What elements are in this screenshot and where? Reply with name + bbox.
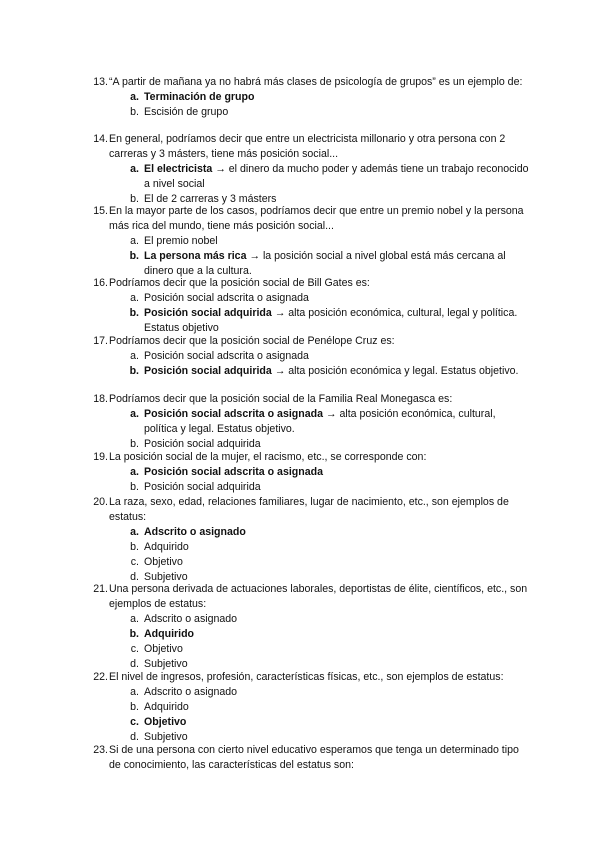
question-number: 18.: [93, 393, 108, 405]
option-list: [90, 525, 530, 585]
correct-answer-label: Adscrito o asignado: [144, 526, 246, 538]
option-list: [90, 612, 530, 672]
option-item: [90, 480, 530, 495]
correct-answer-label: Posición social adscrita o asignada: [144, 466, 323, 478]
question-number: 13.: [93, 76, 108, 88]
option-letter: d.: [130, 658, 139, 670]
answer-explanation: → alta posición económica, cultural, legal y política. Estatus objetivo: [144, 307, 518, 334]
option-letter: a.: [130, 466, 139, 478]
option-item: [90, 700, 530, 715]
option-label: Subjetivo: [144, 658, 188, 670]
option-letter: b.: [130, 193, 139, 205]
correct-answer-label: Posición social adquirida: [144, 365, 272, 377]
option-letter: a.: [130, 350, 139, 362]
option-letter: c.: [130, 716, 139, 728]
option-item: [90, 162, 530, 192]
option-letter: b.: [130, 541, 139, 553]
correct-answer-label: Objetivo: [144, 716, 187, 728]
option-list: [90, 349, 530, 379]
option-list: [90, 234, 530, 279]
option-list: [90, 685, 530, 745]
option-letter: b.: [129, 628, 139, 640]
question-21: [90, 582, 530, 672]
correct-answer-label: El electricista: [144, 163, 213, 175]
question-17: [90, 334, 530, 379]
option-letter: a.: [130, 613, 139, 625]
question-number: 23.: [93, 744, 108, 756]
correct-answer-label: La persona más rica: [144, 250, 247, 262]
question-text: Podríamos decir que la posición social de Penélope Cruz es:: [109, 335, 395, 347]
option-label: Escisión de grupo: [144, 106, 229, 118]
question-number: 19.: [93, 451, 108, 463]
option-item: [90, 407, 530, 437]
option-letter: b.: [129, 250, 139, 262]
option-label: El premio nobel: [144, 235, 218, 247]
correct-answer-label: Posición social adquirida: [144, 307, 272, 319]
option-letter: a.: [130, 292, 139, 304]
option-item: [90, 642, 530, 657]
question-text: En general, podríamos decir que entre un electricista millonario y otra persona con 2 carreras y 3 másters, tiene más posición social...: [109, 133, 506, 160]
option-item: [90, 627, 530, 642]
option-letter: a.: [130, 163, 139, 175]
option-letter: b.: [130, 701, 139, 713]
question-text: “A partir de mañana ya no habrá más clases de psicología de grupos” es un ejemplo de:: [109, 76, 523, 88]
question-text: En la mayor parte de los casos, podríamos decir que entre un premio nobel y la persona más rica del mundo, tiene más posición social...: [109, 205, 524, 232]
option-item: [90, 349, 530, 364]
option-letter: b.: [130, 106, 139, 118]
question-number: 22.: [93, 671, 108, 683]
option-item: [90, 105, 530, 120]
correct-answer-label: Terminación de grupo: [144, 91, 255, 103]
option-label: Adscrito o asignado: [144, 613, 238, 625]
question-text: Podríamos decir que la posición social de Bill Gates es:: [109, 277, 370, 289]
option-item: [90, 612, 530, 627]
answer-explanation: → la posición social a nivel global está más cercana al dinero que a la cultura.: [144, 250, 506, 277]
question-13: [90, 75, 530, 120]
option-label: Posición social adquirida: [144, 438, 261, 450]
option-item: [90, 555, 530, 570]
question-number: 14.: [93, 133, 108, 145]
option-item: [90, 291, 530, 306]
question-text: Si de una persona con cierto nivel educativo esperamos que tenga un determinado tipo de conocimiento, las características del estatus son:: [109, 744, 519, 771]
option-label: Subjetivo: [144, 731, 188, 743]
option-list: [90, 291, 530, 336]
answer-explanation: → alta posición económica y legal. Estatus objetivo.: [271, 365, 519, 377]
option-label: Objetivo: [144, 643, 183, 655]
correct-answer-label: Posición social adscrita o asignada: [144, 408, 323, 420]
question-23: [90, 743, 530, 773]
option-letter: c.: [130, 556, 139, 568]
answer-explanation: → el dinero da mucho poder y además tiene un trabajo reconocido a nivel social: [144, 163, 529, 190]
question-19: [90, 450, 530, 495]
option-list: [90, 407, 530, 452]
option-item: [90, 715, 530, 730]
option-list: [90, 465, 530, 495]
option-letter: a.: [130, 686, 139, 698]
question-number: 16.: [93, 277, 108, 289]
option-item: [90, 249, 530, 279]
option-letter: a.: [130, 91, 139, 103]
question-number: 15.: [93, 205, 108, 217]
question-16: [90, 276, 530, 336]
option-letter: a.: [130, 235, 139, 247]
option-letter: a.: [130, 408, 139, 420]
option-letter: a.: [130, 526, 139, 538]
option-item: [90, 234, 530, 249]
option-letter: d.: [130, 571, 139, 583]
option-label: Objetivo: [144, 556, 183, 568]
option-label: Posición social adscrita o asignada: [144, 292, 309, 304]
option-label: Posición social adscrita o asignada: [144, 350, 309, 362]
option-letter: b.: [129, 307, 139, 319]
option-list: [90, 90, 530, 120]
option-label: Adquirido: [144, 701, 189, 713]
option-letter: b.: [130, 438, 139, 450]
question-22: [90, 670, 530, 745]
answer-explanation: → alta posición económica, cultural, política y legal. Estatus objetivo.: [144, 408, 496, 435]
question-text: El nivel de ingresos, profesión, características físicas, etc., son ejemplos de estatus:: [109, 671, 504, 683]
option-item: [90, 90, 530, 105]
option-item: [90, 685, 530, 700]
option-letter: c.: [130, 643, 139, 655]
option-letter: d.: [130, 731, 139, 743]
option-item: [90, 364, 530, 379]
question-text: La posición social de la mujer, el racismo, etc., se corresponde con:: [109, 451, 427, 463]
option-item: [90, 306, 530, 336]
question-18: [90, 392, 530, 452]
option-item: [90, 465, 530, 480]
option-letter: b.: [130, 481, 139, 493]
option-label: Adscrito o asignado: [144, 686, 238, 698]
option-label: Posición social adquirida: [144, 481, 261, 493]
question-20: [90, 495, 530, 585]
question-text: Una persona derivada de actuaciones laborales, deportistas de élite, científicos, etc., son ejemplos de estatus:: [109, 583, 528, 610]
option-label: Adquirido: [144, 541, 189, 553]
option-item: [90, 540, 530, 555]
option-label: El de 2 carreras y 3 másters: [144, 193, 277, 205]
question-number: 17.: [93, 335, 108, 347]
option-letter: b.: [129, 365, 139, 377]
question-14: [90, 132, 530, 207]
correct-answer-label: Adquirido: [144, 628, 195, 640]
option-list: [90, 162, 530, 207]
option-item: [90, 525, 530, 540]
option-label: Subjetivo: [144, 571, 188, 583]
question-number: 20.: [93, 496, 108, 508]
question-number: 21.: [93, 583, 108, 595]
question-text: La raza, sexo, edad, relaciones familiares, lugar de nacimiento, etc., son ejemplos de estatus:: [109, 496, 509, 523]
question-text: Podríamos decir que la posición social de la Familia Real Monegasca es:: [109, 393, 453, 405]
question-15: [90, 204, 530, 279]
